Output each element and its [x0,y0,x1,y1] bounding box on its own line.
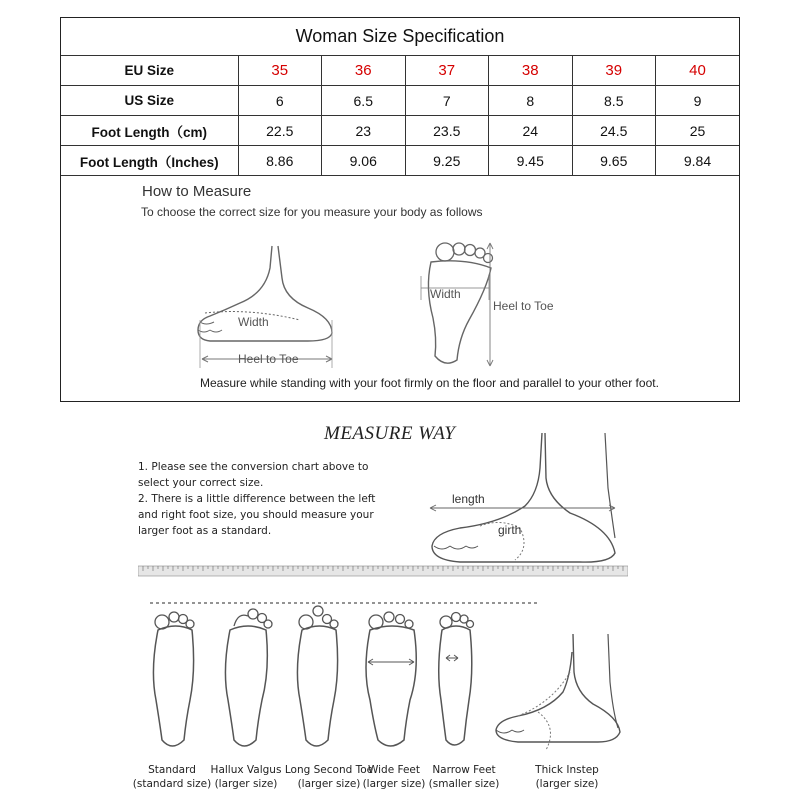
table-title: Woman Size Specification [61,18,739,56]
wide-foot-icon [362,600,420,755]
table-cell: 9.65 [572,146,656,176]
instructions-list [138,459,388,539]
side-length-label: Heel to Toe [238,352,299,366]
table-cell: 9 [656,86,740,116]
side-foot-measure-icon [180,238,350,373]
how-to-measure-subtitle: To choose the correct size for you measure your body as follows [141,205,483,219]
table-cell: 22.5 [238,116,322,146]
measure-way-title: MEASURE WAY [324,423,456,444]
side-foot-length-girth-icon [420,428,635,573]
table-row [61,146,739,176]
table-cell: 25 [656,116,740,146]
foot-type-name: Thick Instep [535,764,599,776]
sole-foot-measure-icon [405,238,565,373]
instruction-item: 2. There is a little difference between the left and right foot size, you should measure your larger foot as a standard. [138,493,376,537]
side-width-label: Width [238,315,269,329]
foot-type-note: (standard size) [132,778,212,790]
standard-foot-icon [148,600,198,755]
table-cell: 9.06 [322,146,406,176]
foot-type-name: Standard [148,764,196,776]
table-cell: 37 [405,56,489,86]
hallux-valgus-foot-icon [218,600,278,755]
foot-type-note: (larger size) [214,778,278,790]
long-second-toe-foot-icon [292,600,342,755]
foot-type-name: Long Second Toe [284,764,374,776]
table-cell: 24 [489,116,573,146]
table-cell: 40 [656,56,740,86]
instruction-item: 1. Please see the conversion chart above to select your correct size. [138,461,369,489]
table-row [61,56,739,86]
ruler-icon [138,562,628,580]
table-cell: 7 [405,86,489,116]
table-cell: 8.86 [238,146,322,176]
table-cell: 9.25 [405,146,489,176]
table-cell: 23.5 [405,116,489,146]
table-cell: 38 [489,56,573,86]
foot-type-caption [527,763,607,791]
foot-type-note: (larger size) [362,778,426,790]
girth-label: girth [498,523,522,537]
foot-type-note: (larger size) [535,778,599,790]
table-cell: 35 [238,56,322,86]
table-cell: 8 [489,86,573,116]
foot-type-name: Hallux Valgus [210,764,282,776]
table-cell: 9.84 [656,146,740,176]
table-cell: 24.5 [572,116,656,146]
table-cell: 6 [238,86,322,116]
sole-length-label: Heel to Toe [493,299,554,313]
table-row [61,116,739,146]
foot-type-note: (larger size) [297,778,361,790]
row-label: EU Size [61,56,238,86]
table-cell: 36 [322,56,406,86]
thick-instep-foot-icon [488,632,628,757]
foot-type-note: (smaller size) [428,778,500,790]
row-label: US Size [61,86,238,116]
row-label: Foot Length（cm) [61,116,238,146]
foot-type-name: Narrow Feet [432,764,496,776]
size-table [61,18,739,176]
foot-type-caption [421,763,507,791]
length-label: length [452,492,485,506]
table-cell: 23 [322,116,406,146]
how-to-measure-title: How to Measure [142,183,252,200]
toe-line-icon [150,598,540,608]
foot-type-caption [206,763,286,791]
row-label: Foot Length（Inches) [61,146,238,176]
table-cell: 8.5 [572,86,656,116]
table-cell: 39 [572,56,656,86]
table-cell: 9.45 [489,146,573,176]
narrow-foot-icon [432,600,478,755]
table-row [61,86,739,116]
table-cell: 6.5 [322,86,406,116]
foot-type-name: Wide Feet [367,764,421,776]
foot-type-caption [132,763,212,791]
sole-width-label: Width [430,287,461,301]
measure-note: Measure while standing with your foot firmly on the floor and parallel to your other foot. [200,376,659,390]
